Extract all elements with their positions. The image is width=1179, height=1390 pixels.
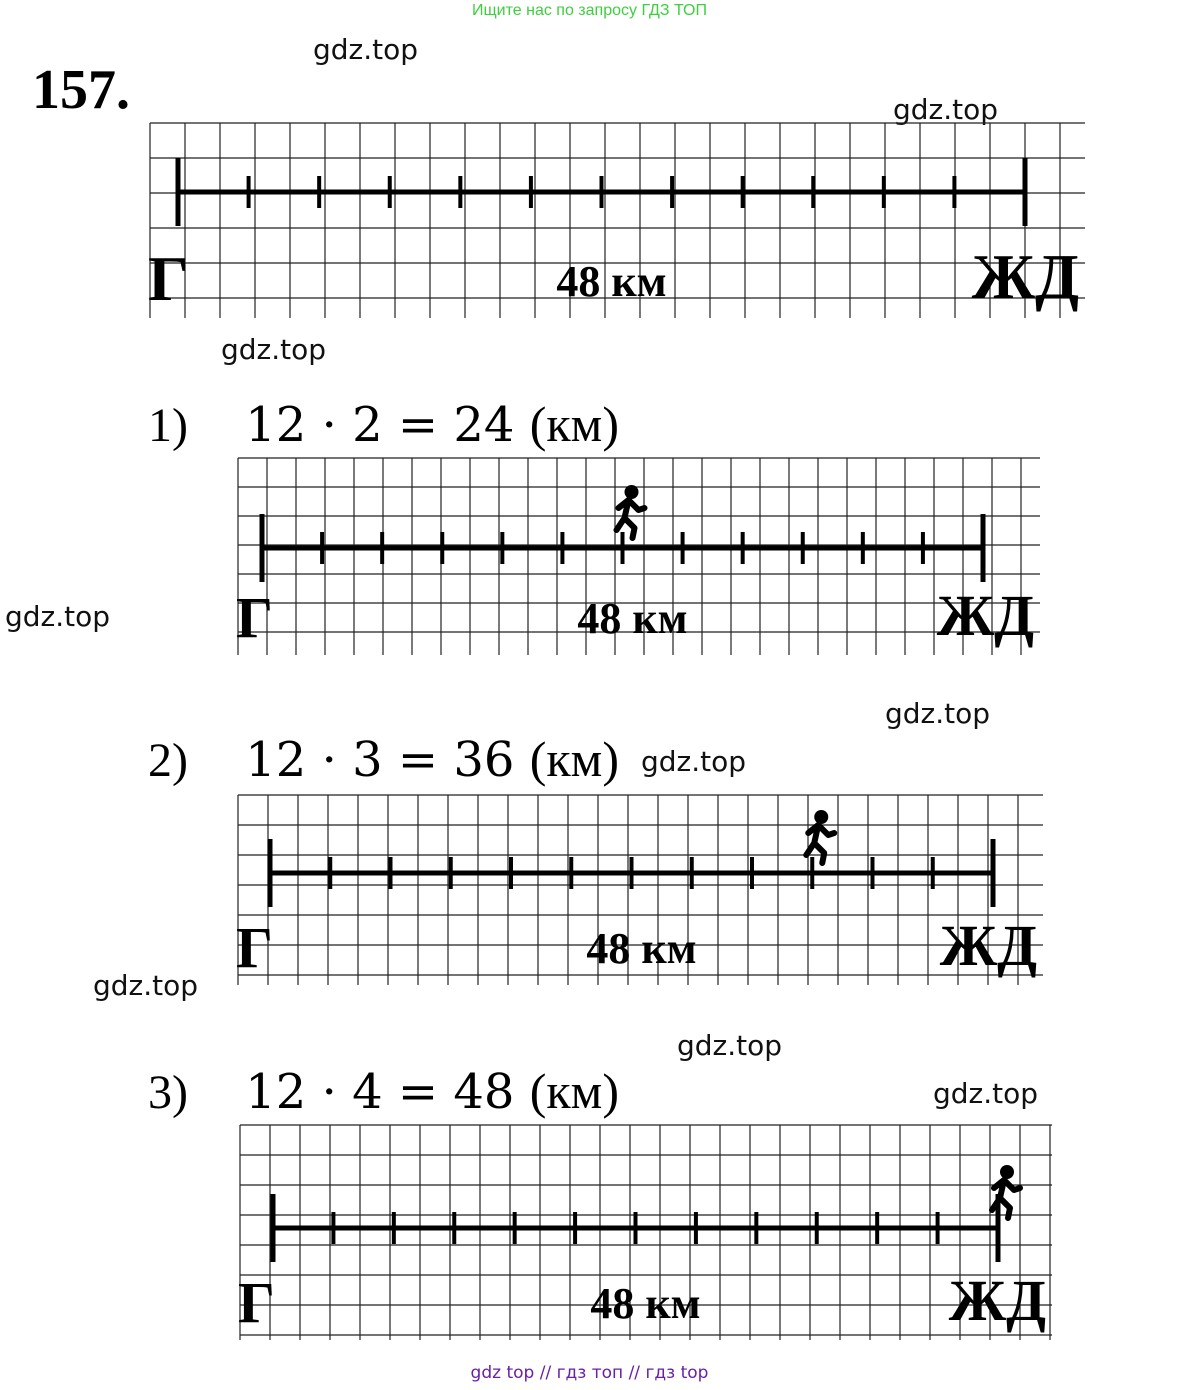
watermark: gdz.top <box>313 33 419 66</box>
start-label: Г <box>236 915 273 980</box>
distance-label: 48 км <box>586 924 697 973</box>
footer-link[interactable]: gdz top <box>470 1363 535 1383</box>
step-number: 3) <box>148 1066 188 1119</box>
equation-text: 12 · 2 = 24 <box>245 397 515 453</box>
start-label: Г <box>238 1270 275 1335</box>
distance-label: 48 км <box>577 594 688 643</box>
watermark: gdz.top <box>885 697 991 730</box>
watermark: gdz.top <box>221 333 327 366</box>
footer-links <box>0 1363 1179 1383</box>
end-label: ЖД <box>971 241 1079 312</box>
watermark: gdz.top <box>893 93 999 126</box>
search-banner[interactable]: Ищите нас по запросу ГДЗ ТОП <box>472 2 707 19</box>
watermark: gdz.top <box>93 969 199 1002</box>
end-label: ЖД <box>936 583 1034 648</box>
walker-icon <box>617 485 645 538</box>
footer-link[interactable]: гдз top <box>645 1363 709 1383</box>
watermark: gdz.top <box>933 1077 1039 1110</box>
walker-head <box>625 485 639 499</box>
grid-diagram <box>238 1125 1052 1340</box>
unit-text: (км) <box>529 731 619 787</box>
grid-diagram <box>236 458 1040 655</box>
task-number: 157. <box>32 59 130 121</box>
footer-separator: // <box>539 1363 552 1383</box>
watermark: gdz.top <box>641 745 747 778</box>
unit-text: (км) <box>529 1063 619 1119</box>
unit-text: (км) <box>529 396 619 452</box>
walker-head <box>814 810 828 824</box>
footer-separator: // <box>628 1363 641 1383</box>
start-label: Г <box>148 243 189 314</box>
step-number: 1) <box>148 399 188 452</box>
equation-text: 12 · 3 = 36 <box>245 732 515 788</box>
footer-link[interactable]: гдз топ <box>556 1363 624 1383</box>
distance-label: 48 км <box>590 1279 701 1328</box>
distance-label: 48 км <box>556 257 667 306</box>
end-label: ЖД <box>948 1268 1046 1333</box>
walker-head <box>1000 1165 1014 1179</box>
grid-diagram <box>148 123 1085 318</box>
equation-text: 12 · 4 = 48 <box>245 1064 515 1120</box>
watermark: gdz.top <box>677 1029 783 1062</box>
step-number: 2) <box>148 734 188 787</box>
watermark: gdz.top <box>5 600 111 633</box>
end-label: ЖД <box>939 913 1037 978</box>
start-label: Г <box>236 585 273 650</box>
grid-diagram <box>236 795 1043 985</box>
